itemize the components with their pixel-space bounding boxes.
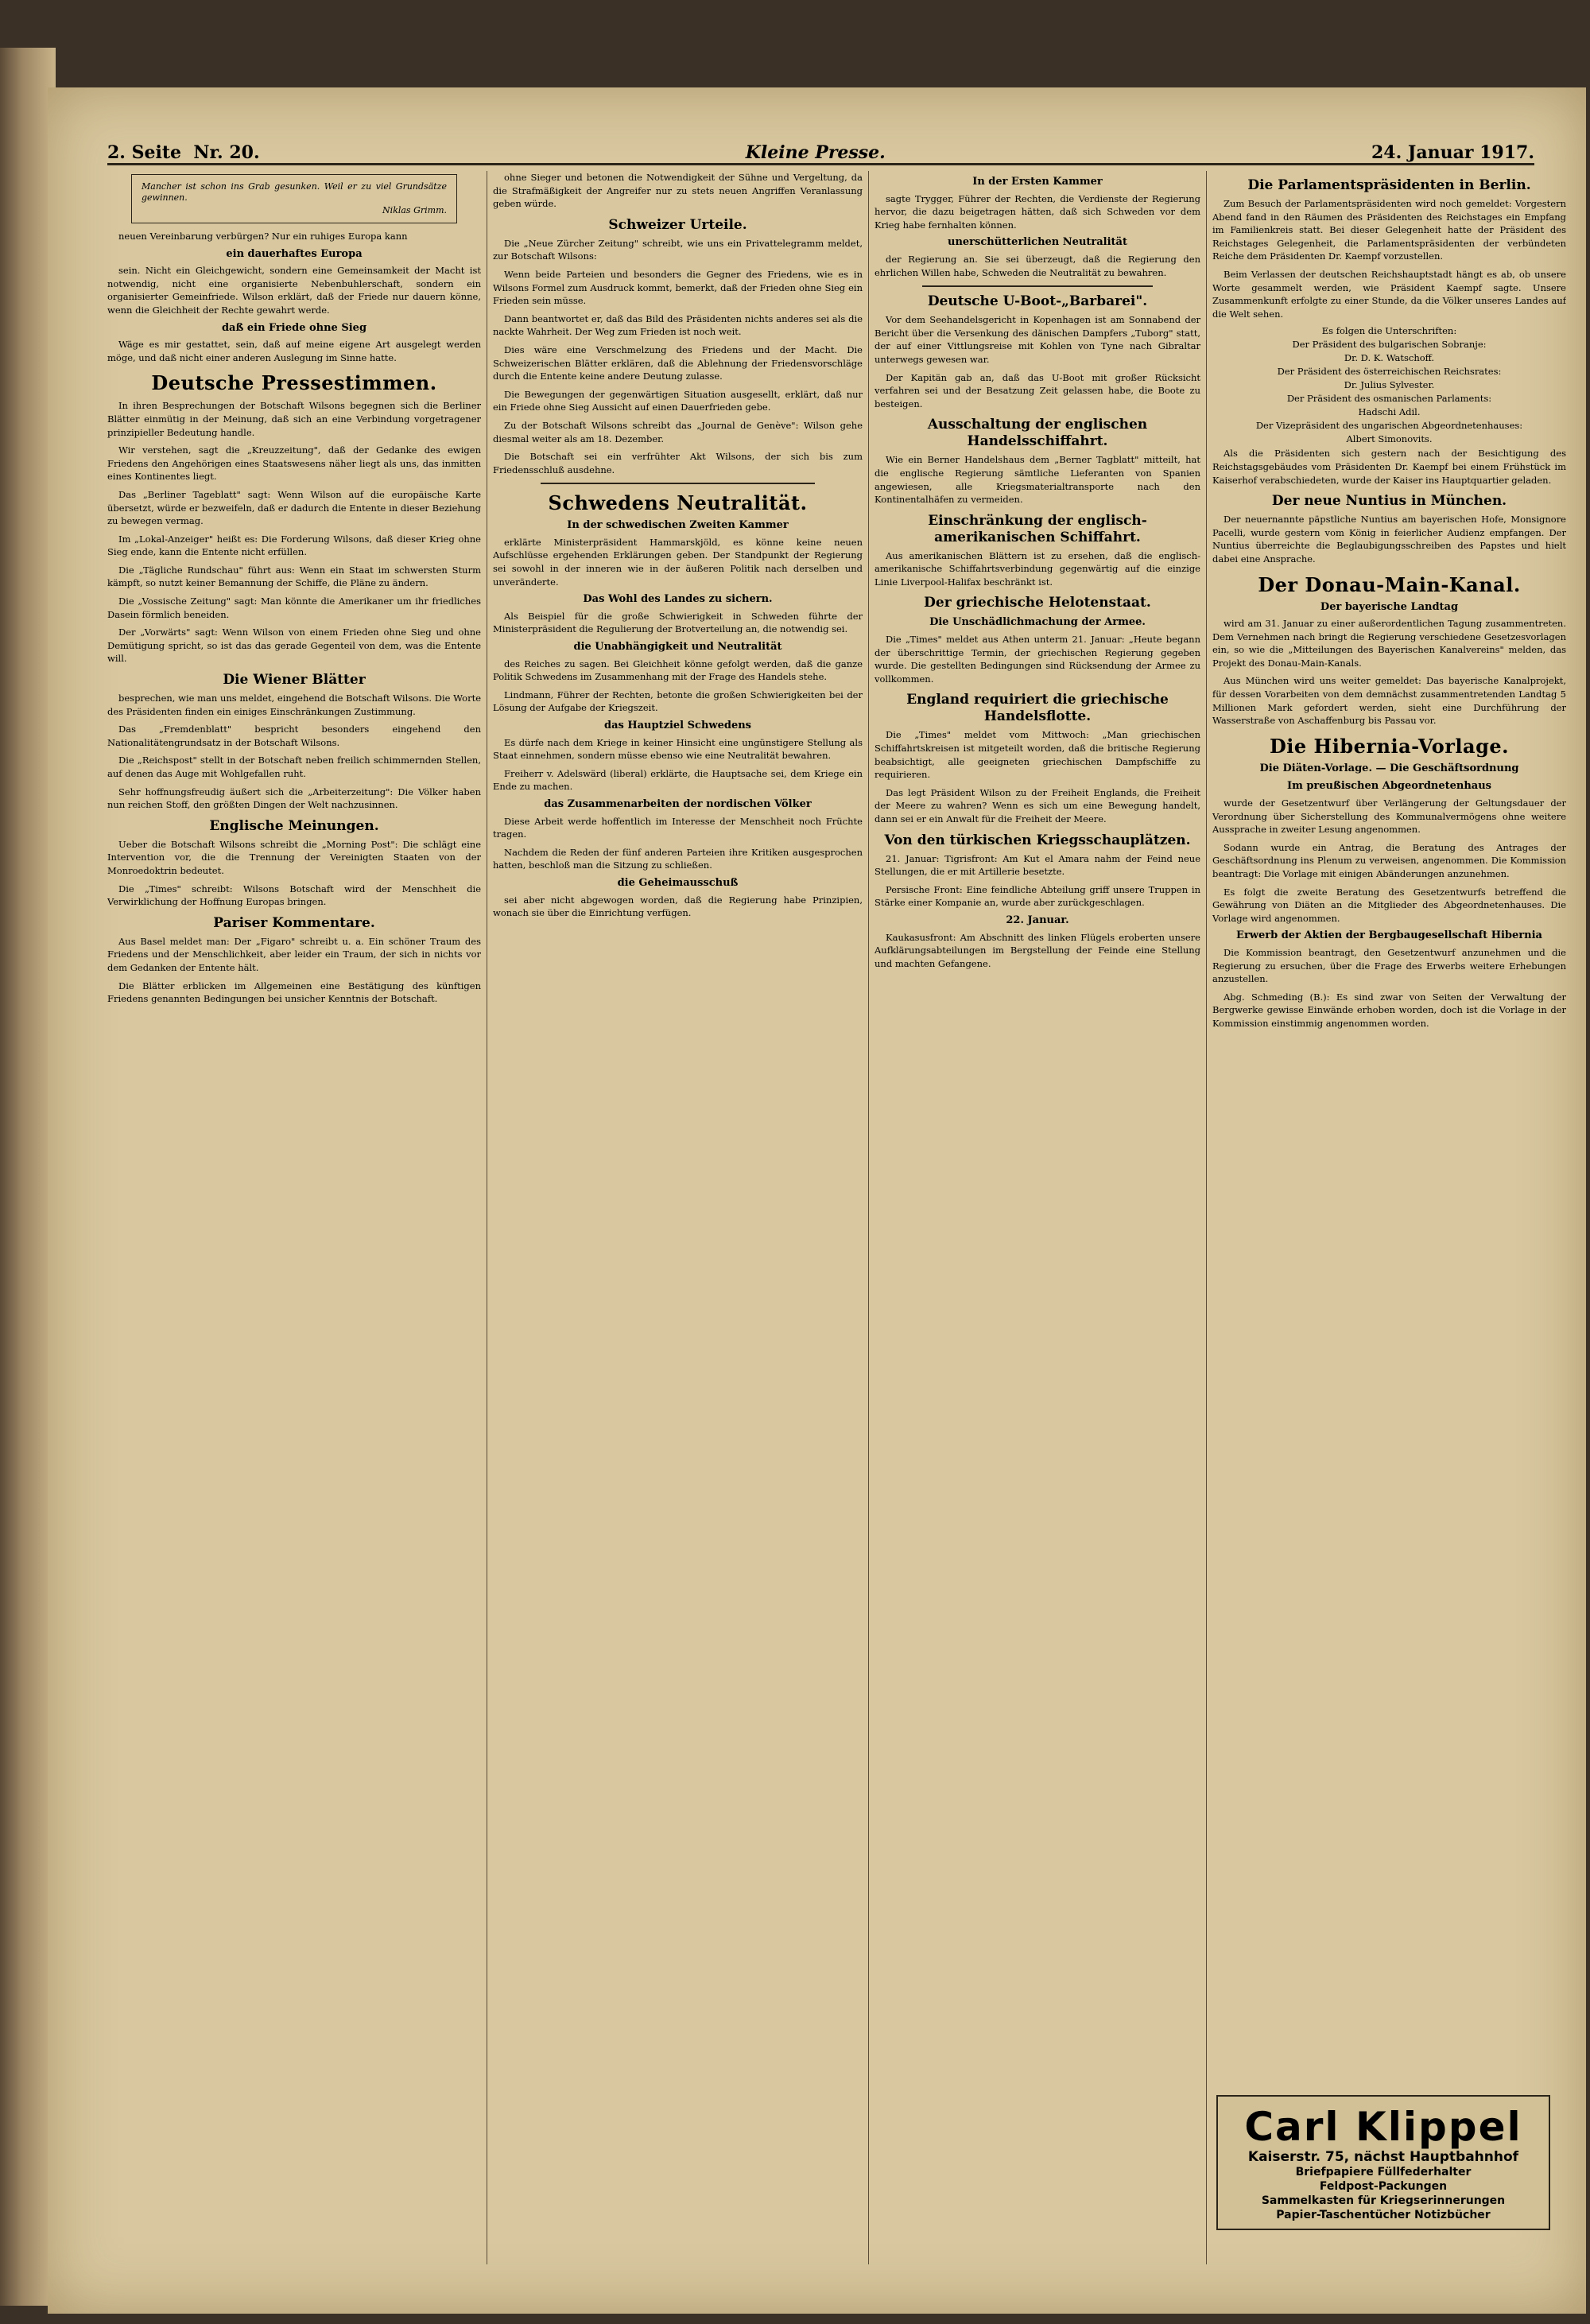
article-paragraph: neuen Vereinbarung verbürgen? Nur ein ruhiges Europa kann (118, 231, 408, 242)
article-paragraph: Es folgt die zweite Beratung des Gesetzentwurfs betreffend die Gewährung von Diäten an die Mitglieder des Abgeordnetenhauses. Die Vorlage wird angenommen. (1212, 886, 1566, 924)
ad-product-line: Sammelkasten für Kriegserinnerungen (1261, 2194, 1506, 2207)
ad-address: Kaiserstr. 75, nächst Hauptbahnhof (1247, 2149, 1519, 2165)
subheading: In der Ersten Kammer (972, 176, 1103, 188)
advertisement-carl-klippel (1216, 2095, 1550, 2230)
quote-box (131, 174, 457, 223)
subheading: die Geheimausschuß (617, 876, 739, 889)
paper-title: Kleine Presse. (745, 142, 886, 163)
article-paragraph: ohne Sieger und betonen die Notwendigkeit der Sühne und Vergeltung, da die Strafmäßigkeit der Angreifer nur zu stets neuen Angriffen Veranlassung geben würde. (493, 172, 863, 210)
subheading: Das Wohl des Landes zu sichern. (583, 593, 773, 606)
signature-title: Der Präsident des bulgarischen Sobranje: (1292, 339, 1487, 351)
subheading: Die Diäten-Vorlage. — Die Geschäftsordnung (1259, 762, 1519, 774)
subheading: Die Unschädlichmachung der Armee. (929, 616, 1146, 629)
headline-schweizer-urteile: Schweizer Urteile. (608, 216, 747, 233)
article-paragraph: Die „Times" meldet aus Athen unterm 21. Januar: „Heute begann der überschrittige Termin, der griechischen Regierung gegeben wurde. Die gestellten Bedingungen sind Rücksendung der Armee zu vollkommen. (874, 634, 1200, 685)
subheading: 22. Januar. (1006, 914, 1069, 926)
signature-name: Dr. D. K. Watschoff. (1344, 352, 1435, 364)
article-paragraph: Die „Vossische Zeitung" sagt: Man könnte die Amerikaner um ihr friedliches Dasein förmlich beneiden. (107, 596, 481, 620)
article-paragraph: Sehr hoffnungsfreudig äußert sich die „Arbeiterzeitung": Die Völker haben nun reichen Stoff, den größten Dingen der Welt nachzusinnen. (107, 786, 481, 811)
signature-title: Der Präsident des osmanischen Parlaments: (1286, 393, 1492, 405)
column-divider (868, 171, 869, 2264)
article-paragraph: Kaukasusfront: Am Abschnitt des linken Flügels eroberten unsere Aufklärungsabteilungen im Bergstellung der Feinde eine Stellung und machten Gefangene. (874, 931, 1200, 969)
headline-handelsflotte: England requiriert die griechische Handelsflotte. (906, 692, 1169, 725)
ad-product-line: Papier-Taschentücher Notizbücher (1276, 2209, 1491, 2221)
headline-wiener-blaetter: Die Wiener Blätter (223, 672, 366, 689)
subheading: daß ein Friede ohne Sieg (221, 321, 367, 334)
article-paragraph: der Regierung an. Sie sei überzeugt, daß die Regierung den ehrlichen Willen habe, Schweden die Neutralität zu bewahren. (874, 253, 1200, 278)
headline-parlamentspraesidenten: Die Parlamentspräsidenten in Berlin. (1247, 177, 1531, 193)
article-paragraph: Diese Arbeit werde hoffentlich im Interesse der Menschheit noch Früchte tragen. (493, 815, 863, 840)
section-separator (541, 483, 815, 484)
article-paragraph: Beim Verlassen der deutschen Reichshauptstadt hängt es ab, ob unsere Worte gesammelt werden, wie Präsident Kaempf sagte. Unsere Zusammenkunft erfolgte zu einer Stunde, da die Völker unseres Landes auf die Welt sehen. (1212, 268, 1566, 320)
article-paragraph: Die „Reichspost" stellt in der Botschaft neben freilich schimmernden Stellen, auf denen das Auge mit Wohlgefallen ruht. (107, 755, 481, 779)
article-paragraph: Die Botschaft sei ein verfrühter Akt Wilsons, der sich bis zum Friedensschluß ausdehne. (493, 451, 863, 475)
headline-tuerkische-kriegsschauplaetze: Von den türkischen Kriegsschauplätzen. (884, 832, 1191, 848)
article-paragraph: Die „Times" schreibt: Wilsons Botschaft wird der Menschheit die Verwirklichung der Hoffnung Europas bringen. (107, 883, 481, 908)
page-header (107, 131, 1534, 165)
headline-helotenstaat: Der griechische Helotenstaat. (924, 595, 1151, 611)
article-paragraph: Die Bewegungen der gegenwärtigen Situation ausgesellt, erklärt, daß nur ein Friede ohne Sieg Aussicht auf einen Dauerfrieden gebe. (493, 388, 863, 413)
issue-date: 24. Januar 1917. (1371, 142, 1534, 163)
article-paragraph: Aus amerikanischen Blättern ist zu ersehen, daß die englisch-amerikanische Schiffahrtsverbindung gegenwärtig auf die einzige Linie Liverpool-Halifax beschränkt ist. (874, 549, 1200, 588)
subheading: Erwerb der Aktien der Bergbaugesellschaft Hibernia (1236, 929, 1542, 942)
article-paragraph: Aus München wird uns weiter gemeldet: Das bayerische Kanalprojekt, für dessen Vorarbeiten von dem demnächst zusammentretenden Landtag 5 Millionen Mark gefordert werden, sieht eine Durchführung der Wasserstraße von Aschaffenburg bis Passau vor. (1212, 675, 1566, 727)
column-2 (493, 171, 863, 2264)
subheading: In der schwedischen Zweiten Kammer (567, 519, 789, 532)
article-paragraph: Dann beantwortet er, daß das Bild des Präsidenten nichts anderes sei als die nackte Wahrheit. Der Weg zum Frieden ist noch weit. (493, 312, 863, 338)
article-paragraph: Wäge es mir gestattet, sein, daß auf meine eigene Art ausgelegt werden möge, und daß nicht einer anderen Auslegung im Sinne hatte. (107, 339, 481, 363)
article-paragraph: Die „Tägliche Rundschau" führt aus: Wenn ein Staat im schwersten Sturm kämpft, so nutzt keiner Bemannung der Schiffe, die Pläne zu ändern. (107, 564, 481, 589)
subheading: Im preußischen Abgeordnetenhaus (1286, 780, 1492, 793)
article-paragraph: sei aber nicht abgewogen worden, daß die Regierung habe Prinzipien, wonach sie über die Einrichtung verfügen. (493, 894, 863, 919)
article-paragraph: Lindmann, Führer der Rechten, betonte die großen Schwierigkeiten bei der Lösung der Aufgabe der Kriegszeit. (493, 689, 863, 714)
signature-intro: Es folgen die Unterschriften: (1321, 325, 1457, 337)
article-paragraph: Abg. Schmeding (B.): Es sind zwar von Seiten der Verwaltung der Bergwerke gewisse Einwände erhoben worden, doch ist die Vorlage in der Kommission einstimmig angenommen worden. (1212, 991, 1566, 1029)
article-paragraph: Die „Times" meldet vom Mittwoch: „Man griechischen Schiffahrtskreisen ist mitgeteilt worden, daß die britische Regierung beabsichtigt, alle geeigneten griechischen Dampfschiffe zu requirieren. (874, 729, 1200, 781)
article-paragraph: Der neuernannte päpstliche Nuntius am bayerischen Hofe, Monsignore Pacelli, wurde gestern vom König in feierlicher Audienz empfangen. Der Nuntius überreichte die Beglaubigungsschreiben des Papstes und hielt dabei eine Ansprache. (1212, 514, 1566, 565)
headline-englische-meinungen: Englische Meinungen. (209, 817, 379, 834)
article-paragraph: Die Kommission beantragt, den Gesetzentwurf anzunehmen und die Regierung zu ersuchen, über die Frage des Erwerbs weitere Erhebungen anzustellen. (1212, 946, 1566, 985)
article-paragraph: des Reiches zu sagen. Bei Gleichheit könne gefolgt werden, daß die ganze Politik Schwedens im Zusammenhang mit der Frage des Handels stehe. (493, 658, 863, 683)
column-divider (1206, 171, 1207, 2264)
article-paragraph: Sodann wurde ein Antrag, die Beratung des Antrages der Geschäftsordnung ins Plenum zu verweisen, angenommen. Die Kommission beantragt: Die Vorlage mit einigen Abänderungen anzunehmen. (1212, 841, 1566, 879)
article-paragraph: Als die Präsidenten sich gestern nach der Besichtigung des Reichstagsgebäudes vom Präsidenten Dr. Kaempf bei einem Frühstück im Kaiserhof verabschiedeten, wurde der Kaiser ins Hauptquartier geladen. (1212, 448, 1566, 486)
article-paragraph: besprechen, wie man uns meldet, eingehend die Botschaft Wilsons. Die Worte des Präsidenten finden ein einiges Einschränkungen Zustimmung. (107, 693, 481, 717)
article-paragraph: Zu der Botschaft Wilsons schreibt das „Journal de Genève": Wilson gehe diesmal weiter als am 18. Dezember. (493, 419, 863, 444)
article-paragraph: Zum Besuch der Parlamentspräsidenten wird noch gemeldet: Vorgestern Abend fand in den Räumen des Präsidenten des Reichstages ein Empfang im Familienkreis statt. Bei dieser Gelegenheit hatte der Präsident des Reichstages Gelegenheit, die Parlamentspräsidenten der verbündeten Reiche dem Präsidenten Dr. Kaempf vorzustellen. (1212, 198, 1566, 262)
article-paragraph: Die Blätter erblicken im Allgemeinen eine Bestätigung des künftigen Friedens genannten Bedingungen bei unsicher Kenntnis der Botschaft. (107, 980, 481, 1005)
column-3 (874, 171, 1200, 2264)
headline-schwedens-neutralitaet: Schwedens Neutralität. (548, 491, 808, 515)
article-paragraph: Wir verstehen, sagt die „Kreuzzeitung", daß der Gedanke des ewigen Friedens den Angehörigen eines Staatswesens näher liegt als uns, das inmitten eines Kontinentes liegt. (107, 444, 481, 483)
article-paragraph: 21. Januar: Tigrisfront: Am Kut el Amara nahm der Feind neue Stellungen, die er mit Artillerie besetzte. (874, 852, 1200, 878)
headline-hibernia-vorlage: Die Hibernia-Vorlage. (1269, 734, 1510, 758)
headline-pressestimmen: Deutsche Pressestimmen. (151, 371, 437, 395)
subheading: die Unabhängigkeit und Neutralität (573, 641, 782, 654)
quote-author: Niklas Grimm. (382, 205, 447, 215)
subheading: das Zusammenarbeiten der nordischen Völker (544, 797, 812, 810)
article-paragraph: Persische Front: Eine feindliche Abteilung griff unsere Truppen in Stärke einer Kompanie an, wurde aber zurückgeschlagen. (874, 883, 1200, 909)
article-paragraph: Im „Lokal-Anzeiger" heißt es: Die Forderung Wilsons, daß dieser Krieg ohne Sieg ende, kann die Entente nicht erfüllen. (107, 533, 481, 558)
headline-pariser-kommentare: Pariser Kommentare. (213, 914, 375, 931)
signature-name: Albert Simonovits. (1346, 433, 1433, 445)
ad-brand-name: Carl Klippel (1244, 2104, 1522, 2150)
article-paragraph: Das legt Präsident Wilson zu der Freiheit Englands, die Freiheit der Meere zu wahren? Wenn es sich um eine Bewegung handelt, dann sei er ein Anwalt für die Freiheit der Meere. (874, 786, 1200, 824)
article-paragraph: Freiherr v. Adelswärd (liberal) erklärte, die Hauptsache sei, dem Kriege ein Ende zu machen. (493, 767, 863, 793)
article-paragraph: Als Beispiel für die große Schwierigkeit in Schweden führte der Ministerpräsident die Regulierung der Brotverteilung an, die notwendig sei. (493, 610, 863, 635)
column-1 (107, 171, 481, 2264)
column-4 (1212, 171, 1566, 2264)
article-paragraph: erklärte Ministerpräsident Hammarskjöld, es könne keine neuen Aufschlüsse ergehenden Erklärungen geben. Der Standpunkt der Regierung sei sowohl in der inneren wie in der äußeren Politik nach derselben und unveränderte. (493, 536, 863, 588)
article-paragraph: Der Kapitän gab an, daß das U-Boot mit großer Rücksicht verfahren sei und der Besatzung Zeit gelassen habe, die Boote zu besteigen. (874, 371, 1200, 409)
article-paragraph: Es dürfe nach dem Kriege in keiner Hinsicht eine ungünstigere Stellung als Staat einnehmen, sondern müsse ebenso wie eine Neutralität bewahren. (493, 736, 863, 762)
headline-uboot: Deutsche U-Boot-„Barbarei". (927, 293, 1148, 310)
article-paragraph: Das „Fremdenblatt" bespricht besonders eingehend den Nationalitätengrundsatz in der Botschaft Wilsons. (107, 724, 481, 748)
subheading: das Hauptziel Schwedens (603, 720, 751, 731)
article-paragraph: Die „Neue Zürcher Zeitung" schreibt, wie uns ein Privattelegramm meldet, zur Botschaft Wilsons: (493, 237, 863, 262)
article-paragraph: sagte Trygger, Führer der Rechten, die Verdienste der Regierung hervor, die dazu beigetragen hätten, daß sich Schweden vor dem Krieg habe fernhalten können. (874, 192, 1200, 231)
subheading: unerschütterlichen Neutralität (948, 236, 1127, 249)
article-paragraph: Vor dem Seehandelsgericht in Kopenhagen ist am Sonnabend der Bericht über die Versenkung des dänischen Dampfers „Tuborg" statt, der auf einer Vittlungsreise mit Kohlen von Tyne nach Gibraltar unterwegs gewesen war. (874, 314, 1200, 365)
article-paragraph: sein. Nicht ein Gleichgewicht, sondern eine Gemeinsamkeit der Macht ist notwendig, nicht eine organisierte Nebenbuhlerschaft, sondern ein organisierter Gemeinfriede. Wilson erklärt, daß der Friede nur dauern könne, wenn die Gleichheit der Rechte gewahrt werde. (107, 265, 481, 316)
signature-name: Dr. Julius Sylvester. (1344, 379, 1435, 391)
ad-product-line: Feldpost-Packungen (1319, 2180, 1448, 2193)
signature-title: Der Präsident des österreichischen Reichsrates: (1277, 366, 1502, 378)
article-paragraph: wird am 31. Januar zu einer außerordentlichen Tagung zusammentreten. Dem Vernehmen nach bringt die Regierung verschiedene Gesetzesvorlagen ein, so wie die „Mitteilungen des Bayerischen Kanalvereins" melden, das Projekt des Donau-Main-Kanals. (1212, 618, 1566, 669)
article-paragraph: Wenn beide Parteien und besonders die Gegner des Friedens, wie es in Wilsons Formel zum Ausdruck kommt, bemerkt, daß der Frieden ohne Sieg ein Frieden sein müsse. (493, 268, 863, 307)
section-separator (922, 285, 1153, 287)
headline-nuntius: Der neue Nuntius in München. (1271, 493, 1507, 510)
article-paragraph: Das „Berliner Tageblatt" sagt: Wenn Wilson auf die europäische Karte übersetzt, würde er bezweifeln, daß er dadurch die Entente in dieser Beziehung zu bewegen vermag. (107, 488, 481, 527)
subheading: ein dauerhaftes Europa (226, 247, 363, 260)
headline-einschraenkung: Einschränkung der englisch-amerikanischen Schiffahrt. (928, 512, 1147, 545)
article-paragraph: Ueber die Botschaft Wilsons schreibt die „Morning Post": Die schlägt eine Intervention vor, die die Trennung der Vereinigten Staaten von der Monroedoktrin bedeutet. (107, 838, 481, 876)
signature-name: Hadschi Adil. (1358, 406, 1421, 418)
article-paragraph: Aus Basel meldet man: Der „Figaro" schreibt u. a. Ein schöner Traum des Friedens und der Menschlichkeit, aber leider ein Traum, der sich in nichts vor dem Gedanken der Entente hält. (107, 935, 481, 973)
headline-donau-main-kanal: Der Donau-Main-Kanal. (1258, 572, 1521, 596)
article-paragraph: Wie ein Berner Handelshaus dem „Berner Tagblatt" mitteilt, hat die englische Regierung sämtliche Lieferanten von Spanien angewiesen, alle Kriegsmaterialtransporte nach den Kontinentalhäfen zu vermeiden. (874, 454, 1200, 506)
quote-text: Mancher ist schon ins Grab gesunken. Weil er zu viel Grundsätze gewinnen. (142, 181, 447, 203)
article-paragraph: Der „Vorwärts" sagt: Wenn Wilson von einem Frieden ohne Sieg und ohne Demütigung spricht, so ist das das gerade Gegenteil von dem, was die Entente will. (107, 627, 481, 665)
signature-title: Der Vizepräsident des ungarischen Abgeordnetenhauses: (1255, 420, 1523, 432)
article-paragraph: wurde der Gesetzentwurf über Verlängerung der Geltungsdauer der Verordnung über Sicherstellung des Kommunalvermögens ohne weitere Aussprache in zweiter Lesung angenommen. (1212, 797, 1566, 836)
page-number-label: 2. Seite Nr. 20. (107, 142, 260, 163)
ad-product-line: Briefpapiere Füllfederhalter (1295, 2166, 1472, 2179)
article-paragraph: In ihren Besprechungen der Botschaft Wilsons begegnen sich die Berliner Blätter einmütig in der Meinung, daß sich an eine Verbindung vorgetragener prinzipieller Bedeutung handle. (107, 400, 481, 438)
headline-ausschaltung: Ausschaltung der englischen Handelsschiffahrt. (927, 417, 1148, 450)
subheading: Der bayerische Landtag (1320, 600, 1459, 613)
article-paragraph: Dies wäre eine Verschmelzung des Friedens und der Macht. Die Schweizerischen Blätter erklären, daß die Ablehnung der Friedensvorschläge durch die Entente keine andere Deutung zulasse. (493, 343, 863, 382)
article-paragraph: Nachdem die Reden der fünf anderen Parteien ihre Kritiken ausgesprochen hatten, beschloß man die Sitzung zu schließen. (493, 846, 863, 871)
